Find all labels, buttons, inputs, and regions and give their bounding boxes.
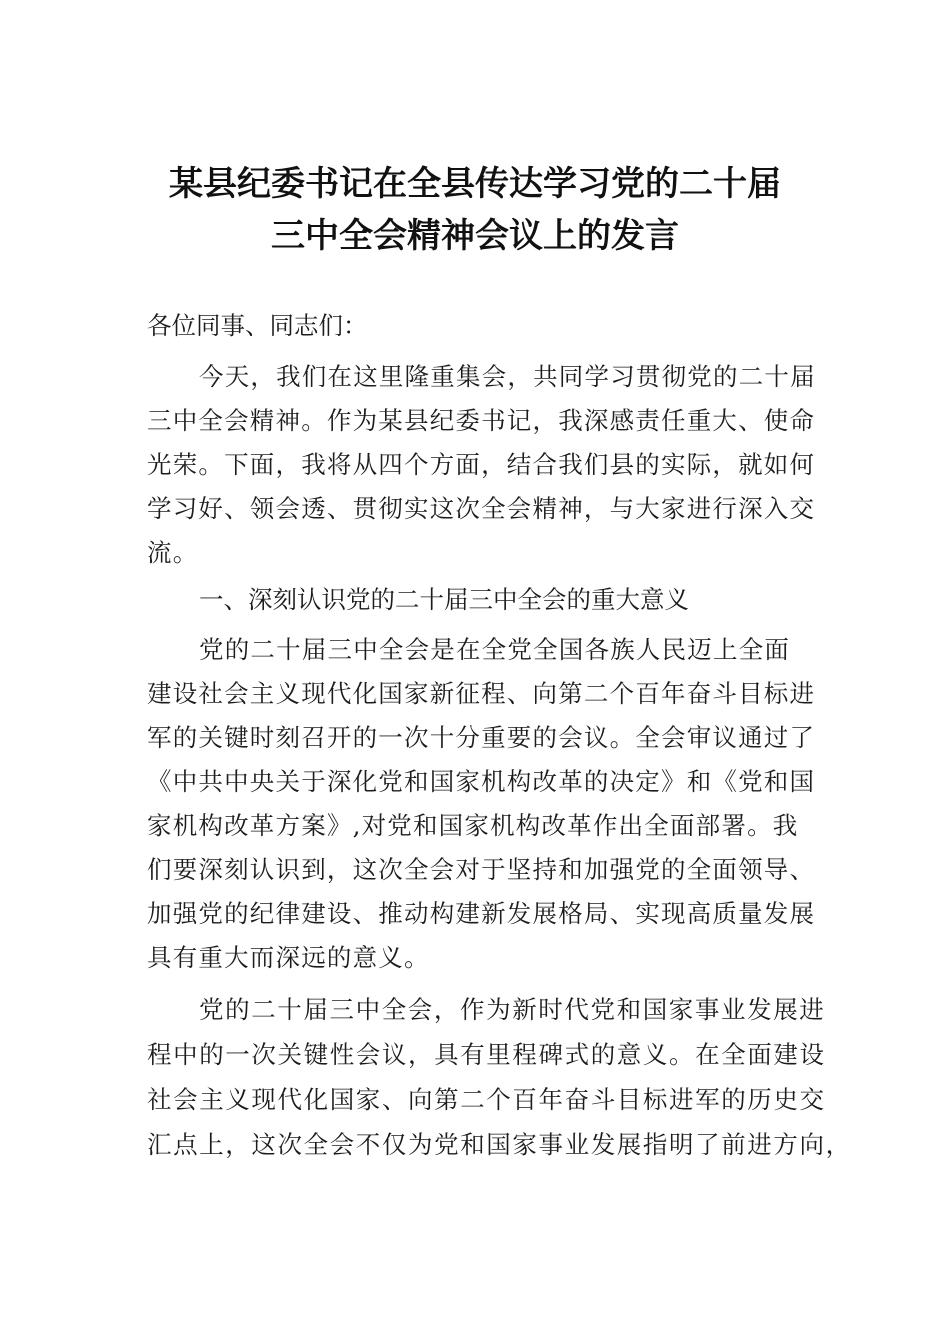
paragraph-line: 加强党的纪律建设、推动构建新发展格局、实现高质量发展 <box>147 899 816 928</box>
paragraph-line: 程中的一次关键性会议，具有里程碑式的意义。在全面建设 <box>147 1040 826 1069</box>
section-heading-1: 一、深刻认识党的二十届三中全会的重大意义 <box>199 585 689 614</box>
paragraph-line: 家机构改革方案》,对党和国家机构改革作出全面部署。我 <box>147 811 799 840</box>
paragraph-line: 《中共中央关于深化党和国家机构改革的决定》和《党和国 <box>147 767 816 796</box>
paragraph-line: 党的二十届三中全会，作为新时代党和国家事业发展进 <box>199 995 826 1024</box>
paragraph-line: 光荣。下面，我将从四个方面，结合我们县的实际，就如何 <box>147 450 816 479</box>
paragraph-line: 党的二十届三中全会是在全党全国各族人民迈上全面 <box>199 635 791 664</box>
document-title-line-1: 某县纪委书记在全县传达学习党的二十届 <box>169 164 781 204</box>
paragraph-line: 们要深刻认识到，这次全会对于坚持和加强党的全面领导、 <box>147 855 816 884</box>
paragraph-line: 学习好、领会透、贯彻实这次全会精神，与大家进行深入交 <box>147 494 816 523</box>
paragraph-3 <box>147 987 852 1167</box>
paragraph-line: 具有重大而深远的意义。 <box>147 943 430 972</box>
paragraph-line: 流。 <box>147 538 199 567</box>
paragraph-2 <box>147 628 847 980</box>
paragraph-line: 汇点上，这次全会不仅为党和国家事业发展指明了前进方向， <box>147 1130 852 1159</box>
salutation: 各位同事、同志们： <box>147 311 368 340</box>
paragraph-line: 今天，我们在这里隆重集会，共同学习贯彻党的二十届 <box>199 362 816 391</box>
paragraph-line: 建设社会主义现代化国家新征程、向第二个百年奋斗目标进 <box>147 679 816 708</box>
document-title-line-2: 三中全会精神会议上的发言 <box>271 216 679 256</box>
paragraph-line: 社会主义现代化国家、向第二个百年奋斗目标进军的历史交 <box>147 1085 826 1114</box>
paragraph-1 <box>147 355 847 575</box>
paragraph-line: 军的关键时刻召开的一次十分重要的会议。全会审议通过了 <box>147 723 816 752</box>
paragraph-line: 三中全会精神。作为某县纪委书记，我深感责任重大、使命 <box>147 406 816 435</box>
